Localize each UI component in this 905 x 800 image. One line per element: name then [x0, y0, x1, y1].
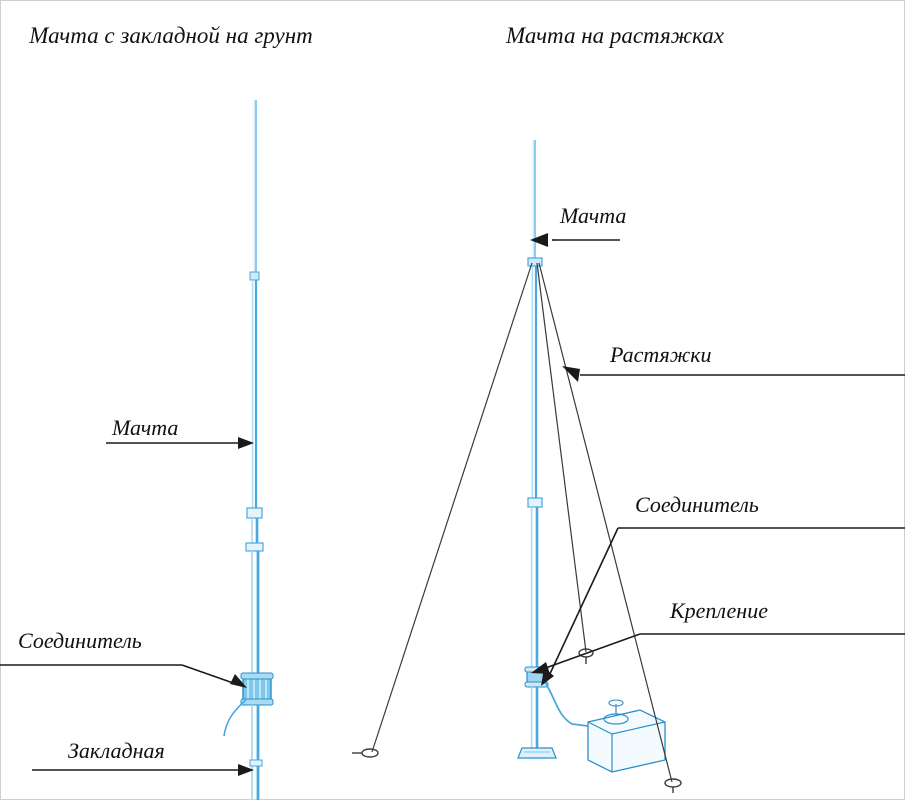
- label-mast-right: Мачта: [560, 203, 627, 228]
- label-embedded-left: Закладная: [68, 738, 165, 763]
- guy-wires: [372, 263, 672, 782]
- right-mast-assembly: [352, 140, 681, 793]
- left-callouts: [0, 437, 254, 776]
- label-guy-wires: Растяжки: [610, 342, 712, 367]
- label-mount: Крепление: [670, 598, 768, 623]
- label-connector-left: Соединитель: [18, 628, 142, 653]
- right-base-plate: [518, 748, 556, 758]
- label-connector-right: Соединитель: [635, 492, 759, 517]
- figure-title-left: Мачта с закладной на грунт: [29, 23, 313, 48]
- figure-title-right: Мачта на растяжках: [506, 23, 724, 48]
- left-mast-assembly: [224, 100, 273, 800]
- label-mast-left: Мачта: [112, 415, 179, 440]
